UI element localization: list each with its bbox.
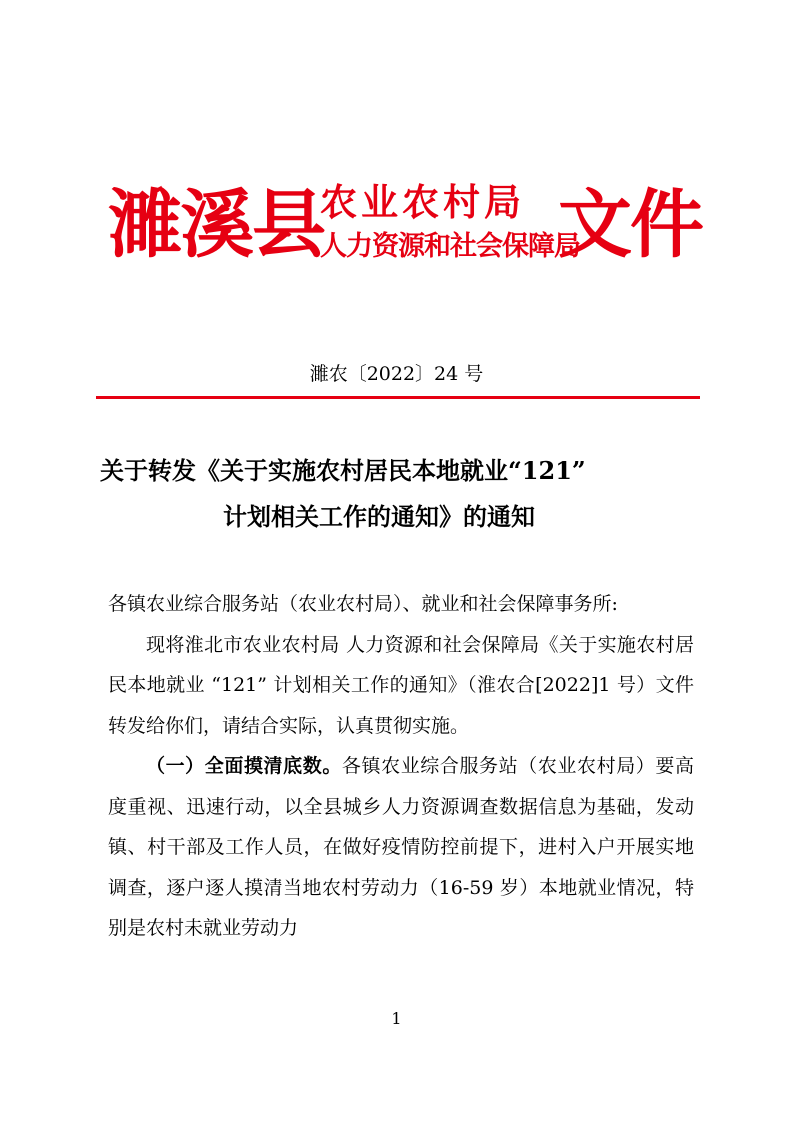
title-line-1: 关于转发《关于实施农村居民本地就业“121” bbox=[100, 456, 586, 485]
paragraph-forwarding: 现将淮北市农业农村局 人力资源和社会保障局《关于实施农村居民本地就业 “121” 计划相关工作的通知》（淮农合[2022]1 号）文件转发给你们，请结合实际，认真贯彻实施。 bbox=[108, 633, 694, 737]
masthead-agency-agriculture: 农业农村局 bbox=[320, 180, 525, 224]
document-number: 濉农〔2022〕24 号 bbox=[309, 363, 484, 385]
masthead-agencies bbox=[320, 179, 580, 269]
title-line-2: 计划相关工作的通知》的通知 bbox=[223, 502, 535, 531]
page-number: 1 bbox=[391, 1009, 402, 1028]
salutation: 各镇农业综合服务站（农业农村局）、就业和社会保障事务所: bbox=[108, 593, 618, 615]
masthead-agency-hr: 人力资源和社会保障局 bbox=[320, 231, 580, 262]
masthead bbox=[108, 175, 702, 275]
document-title bbox=[100, 448, 700, 540]
section-heading: （一）全面摸清底数。 bbox=[146, 755, 342, 777]
red-divider bbox=[96, 396, 700, 399]
masthead-document: 文件 bbox=[558, 182, 702, 268]
paragraph-section-1 bbox=[108, 746, 694, 949]
document-body bbox=[108, 584, 694, 949]
section-text: 各镇农业综合服务站（农业农村局）要高度重视、迅速行动，以全县城乡人力资源调查数据信息为基础，发动镇、村干部及工作人员，在做好疫情防控前提下，进村入户开展实地调查，逐户逐人摸清当地农村劳动力（16-59 岁）本地就业情况，特别是农村未就业劳动力 bbox=[108, 755, 694, 939]
masthead-county: 濉溪县 bbox=[108, 182, 324, 268]
